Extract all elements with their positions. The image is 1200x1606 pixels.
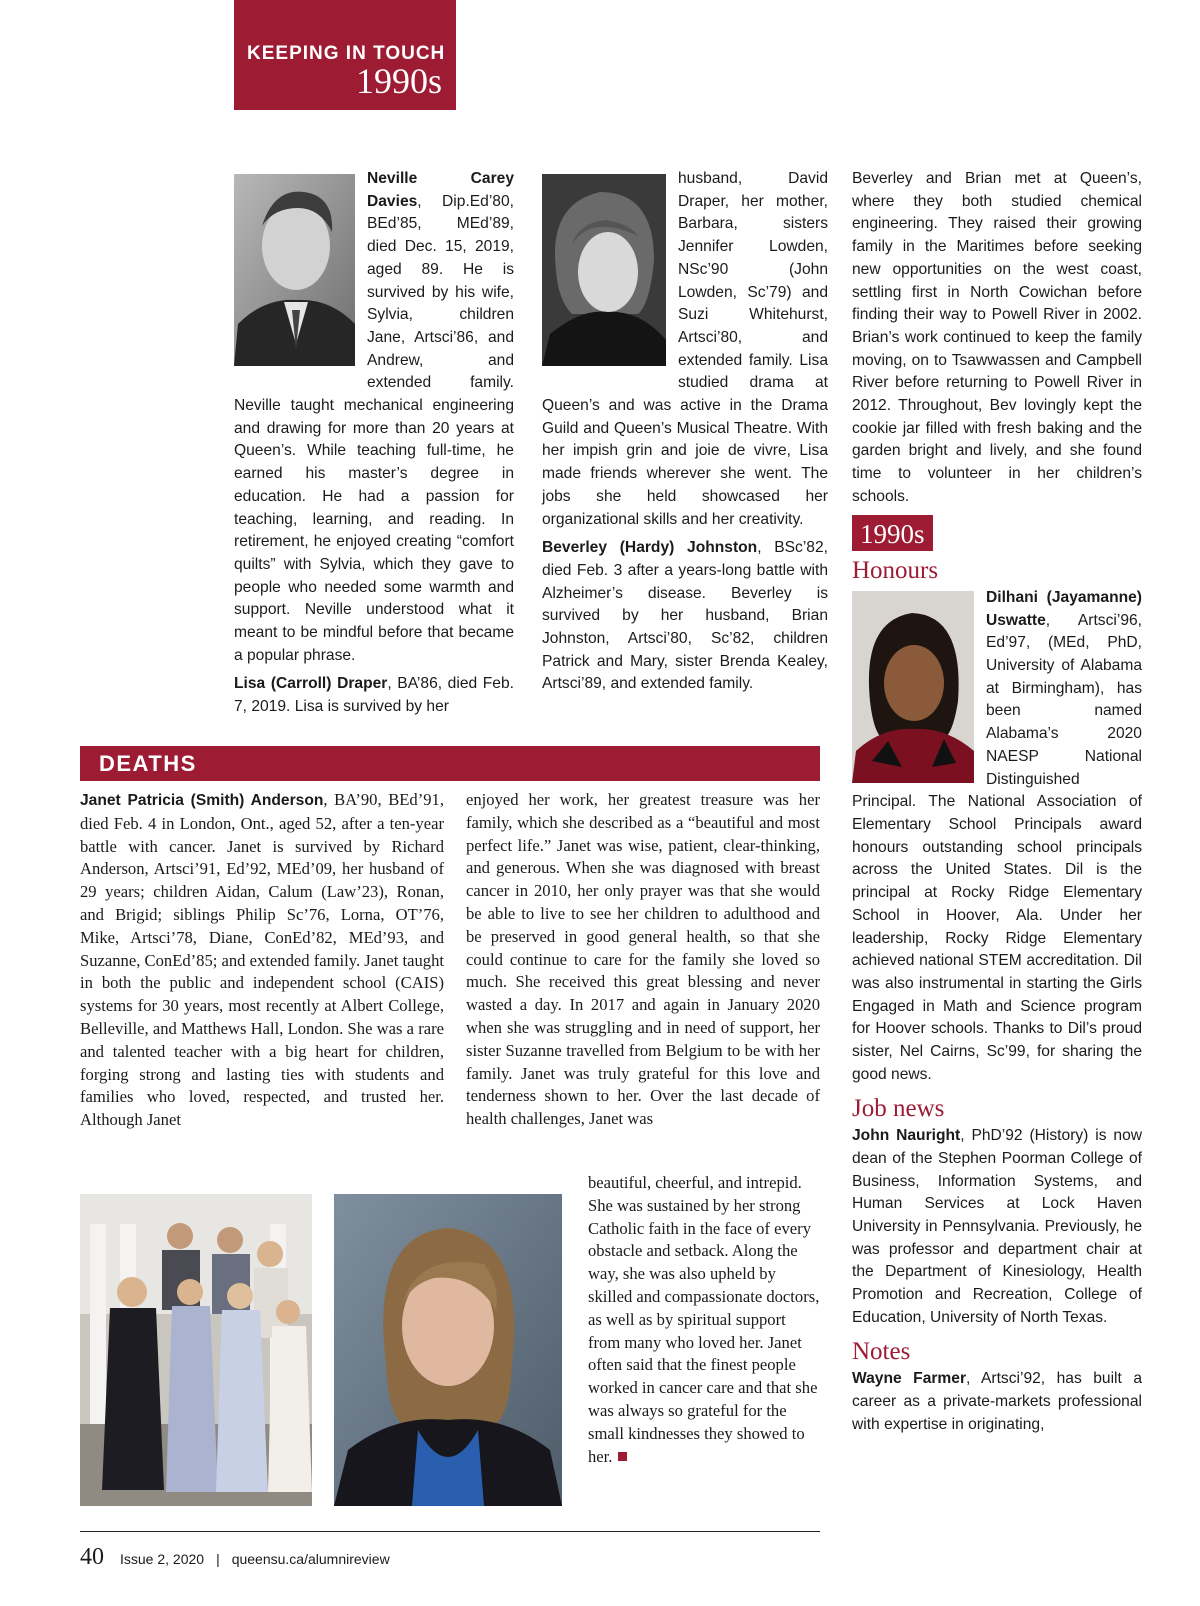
decade-badge: 1990s [852, 515, 933, 551]
entry-body: , Dip.Ed’80, BEd’85, MEd’89, died Dec. 15, 2019, aged 89. He is survived by his wife, Sylvia, children Jane, Artsci’86, and Andrew, and extended family. Neville taught mechanical engineering and drawing for more than 20 years at Queen’s. While teaching full-time, he earned his master’s degree in education. He had a passion for teaching, learning, and reading. In retirement, he enjoyed creating “comfort quilts” with Sylvia, which they gave to people who needed some warmth and support. Neville understood what it meant to be mindful before that became a popular phrase. [234, 192, 514, 664]
entry-lisa-draper [234, 673, 514, 718]
footer-url[interactable]: queensu.ca/alumnireview [231, 1551, 390, 1567]
entry-john-nauright [852, 1125, 1142, 1329]
entry-body: , BA’86, died Feb. 7, 2019. Lisa is survived by her [234, 675, 514, 716]
entry-janet-anderson-continued: enjoyed her work, her greatest treasure was her family, which she described as a “beautiful and most perfect life.” Janet was wise, patient, clear-thinking, and generous. When she was diagnosed with breast cancer in 2010, her only prayer was that she would be able to live to see her children to adulthood and be preserved in good general health, so that she could continue to care for the family she loved so much. She received this great blessing and never wasted a day. In 2017 and again in January 2020 when she was struggling and in need of support, her sister Suzanne travelled from Belgium to be with her family. Janet was truly grateful for this love and tenderness shown to her. Over the last decade of health challenges, Janet was [466, 790, 820, 1129]
entry-name: Wayne Farmer [852, 1370, 967, 1388]
entry-name: Janet Patricia (Smith) Anderson [80, 792, 324, 809]
entry-wayne-farmer [852, 1368, 1142, 1436]
entry-beverley-johnston-continued: Beverley and Brian met at Queen’s, where they both studied chemical engineering. They raised their growing family in the Maritimes before seeking new opportunities on the west coast, settling first in North Cowichan before finding their way to Powell River in 2002. Brian’s work continued to keep the family moving, on to Tsawwassen and Campbell River before returning to Powell River in 2012. Throughout, Bev lovingly kept the cookie jar filled with fresh baking and the garden bright and lively, and she found time to volunteer in her children’s schools. [852, 170, 1142, 505]
footer-separator: | [216, 1551, 220, 1567]
deaths-column-3 [588, 1172, 820, 1468]
entry-beverley-johnston [542, 537, 828, 696]
entry-body: , BSc’82, died Feb. 3 after a years-long battle with Alzheimer’s disease. Beverley is survived by her husband, Brian Johnston, Artsci’80, Sc’82, children Patrick and Mary, sister Brenda Kealey, Artsci’89, and extended family. [542, 539, 828, 693]
section-kicker: KEEPING IN TOUCH [247, 43, 446, 64]
entry-lisa-draper-continued: husband, David Draper, her mother, Barbara, sisters Jennifer Lowden, NSc’90 (John Lowden, Sc’79) and Suzi Whitehurst, Artsci’80, and extended family. Lisa studied drama at Queen’s and was active in the Drama Guild and Queen’s Musical Theatre. With her impish grin and joie de vivre, Lisa made friends wherever she went. The jobs she held showcased her organizational skills and her creativity. [542, 170, 828, 528]
footer-rule [80, 1531, 820, 1532]
column-neville-lisa [234, 168, 514, 719]
entry-janet-anderson [80, 789, 444, 1132]
job-news-heading: Job news [852, 1095, 945, 1123]
notes-heading: Notes [852, 1338, 911, 1366]
entry-dilhani-uswatte [852, 587, 1142, 1086]
entry-body: , PhD’92 (History) is now dean of the Stephen Poorman College of Business, Information Systems, and Human Services at Lock Haven University in Pennsylvania. Previously, he was professor and department chair at the Department of Kinesiology, Health Promotion and Recreation, College of Education, University of North Texas. [852, 1127, 1142, 1326]
janet-anderson-portrait [334, 1194, 562, 1506]
end-of-article-mark [618, 1452, 627, 1461]
anderson-family-photo [80, 1194, 312, 1506]
deaths-column-1 [80, 789, 444, 1132]
column-lisa-beverley [542, 168, 828, 696]
entry-name: Beverley (Hardy) Johnston [542, 539, 758, 557]
entry-name: Lisa (Carroll) Draper [234, 675, 388, 693]
entry-body: , Artsci’96, Ed’97, (MEd, PhD, University of Alabama at Birmingham), has been named Alabama’s 2020 NAESP National Distinguished Principal. The National Association of Elementary School Principals award honours outstanding school principals across the United States. Dil is the principal at Rocky Ridge Elementary School in Hoover, Ala. Under her leadership, Rocky Ridge Elementary achieved national STEM accreditation. Dil was also instrumental in starting the Girls Engaged in Math and Science program for Hoover schools. Thanks to Dil’s proud sister, Nel Cairns, Sc’99, for sharing the good news. [852, 611, 1142, 1083]
right-column [852, 168, 1142, 1436]
section-decade: 1990s [355, 61, 442, 101]
honours-heading: Honours [852, 557, 939, 585]
footer [80, 1544, 390, 1571]
entry-name: John Nauright [852, 1127, 961, 1145]
deaths-section-bar [80, 746, 820, 781]
dilhani-uswatte-photo [852, 591, 974, 783]
page-number: 40 [80, 1544, 104, 1570]
entry-name: Neville Carey Davies [367, 170, 514, 210]
entry-body: , Artsci’92, has built a career as a private-markets professional with expertise in originating, [852, 1370, 1142, 1433]
entry-body: , BA’90, BEd’91, died Feb. 4 in London, Ont., aged 52, after a ten-year battle with cancer. Janet is survived by Richard Anderson, Artsci’91, Ed’92, MEd’09, her husband of 29 years; children Aidan, Calum (Law’23), Ronan, and Brigid; siblings Philip Sc’76, Lorna, OT’76, Mike, Artsci’78, Diane, ConEd’82, MEd’93, and Suzanne, ConEd’85; and extended family. Janet taught in both the public and independent school (CAIS) systems for 30 years, most recently at Albert College, Belleville, and Matthews Hall, London. She was a rare and talented teacher with a big heart for children, forging strong and lasting ties with students and families who loved, respected, and trusted her. Although Janet [80, 790, 444, 1130]
entry-janet-anderson-conclusion [588, 1172, 820, 1468]
deaths-heading: DEATHS [99, 751, 197, 776]
deaths-column-2 [466, 789, 820, 1131]
issue-label: Issue 2, 2020 [120, 1551, 205, 1567]
entry-body: beautiful, cheerful, and intrepid. She was sustained by her strong Catholic faith in the face of every obstacle and setback. Along the way, she was also upheld by skilled and compassionate doctors, as well as by spiritual support from many who loved her. Janet often said that the finest people worked in cancer care and that she was always so grateful for the small kindnesses they showed to her. [588, 1173, 820, 1466]
entry-name: Dilhani (Jayamanne) Uswatte [986, 588, 1142, 629]
section-tab [234, 0, 456, 110]
